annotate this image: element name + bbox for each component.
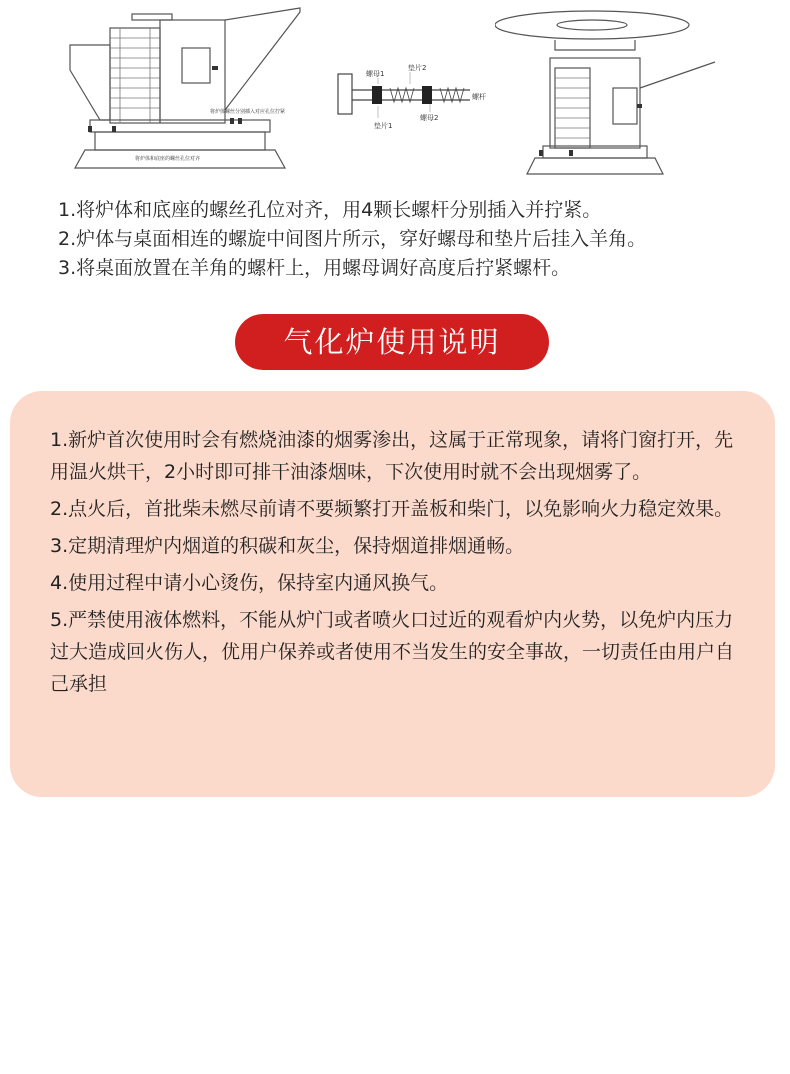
instruction-item-3: 3.定期清理炉内烟道的积碳和灰尘，保持烟道排烟通畅。	[50, 535, 525, 557]
instructions-list	[50, 424, 740, 705]
assembly-steps	[58, 196, 768, 283]
assembly-step-3: 3.将桌面放置在羊角的螺杆上，用螺母调好高度后拧紧螺杆。	[58, 257, 571, 279]
label-nut1: 螺母1	[366, 70, 385, 78]
assembly-step-1: 1.将炉体和底座的螺丝孔位对齐，用4颗长螺杆分别插入并拧紧。	[58, 199, 602, 221]
instruction-item-2: 2.点火后，首批柴未燃尽前请不要频繁打开盖板和柴门，以免影响火力稳定效果。	[50, 498, 734, 520]
caption-base: 将炉体和底座的螺丝孔位对齐	[135, 156, 201, 162]
instruction-item-5: 5.严禁使用液体燃料，不能从炉门或者喷火口过近的观看炉内火势，以免炉内压力过大造成回火伤人，优用户保养或者使用不当发生的安全事故，一切责任由用户自己承担	[50, 609, 735, 695]
section-title: 气化炉使用说明	[235, 314, 549, 370]
label-nut2: 螺母2	[420, 114, 439, 122]
assembly-diagrams	[0, 0, 790, 190]
bolt-assembly-diagram	[330, 0, 500, 190]
label-rod: 螺杆	[472, 93, 486, 101]
instruction-item-1: 1.新炉首次使用时会有燃烧油漆的烟雾渗出，这属于正常现象，请将门窗打开，先用温火烘干，2小时即可排干油漆烟味，下次使用时就不会出现烟雾了。	[50, 429, 734, 483]
instruction-item-4: 4.使用过程中请小心烫伤，保持室内通风换气。	[50, 572, 449, 594]
label-washer2: 垫片2	[408, 64, 427, 72]
assembly-step-2: 2.炉体与桌面相连的螺旋中间图片所示，穿好螺母和垫片后挂入羊角。	[58, 228, 647, 250]
stove-table-diagram	[495, 0, 735, 190]
label-washer1: 垫片1	[374, 122, 393, 130]
caption-body: 将炉体螺丝分别插入对应孔位拧紧	[210, 109, 286, 115]
